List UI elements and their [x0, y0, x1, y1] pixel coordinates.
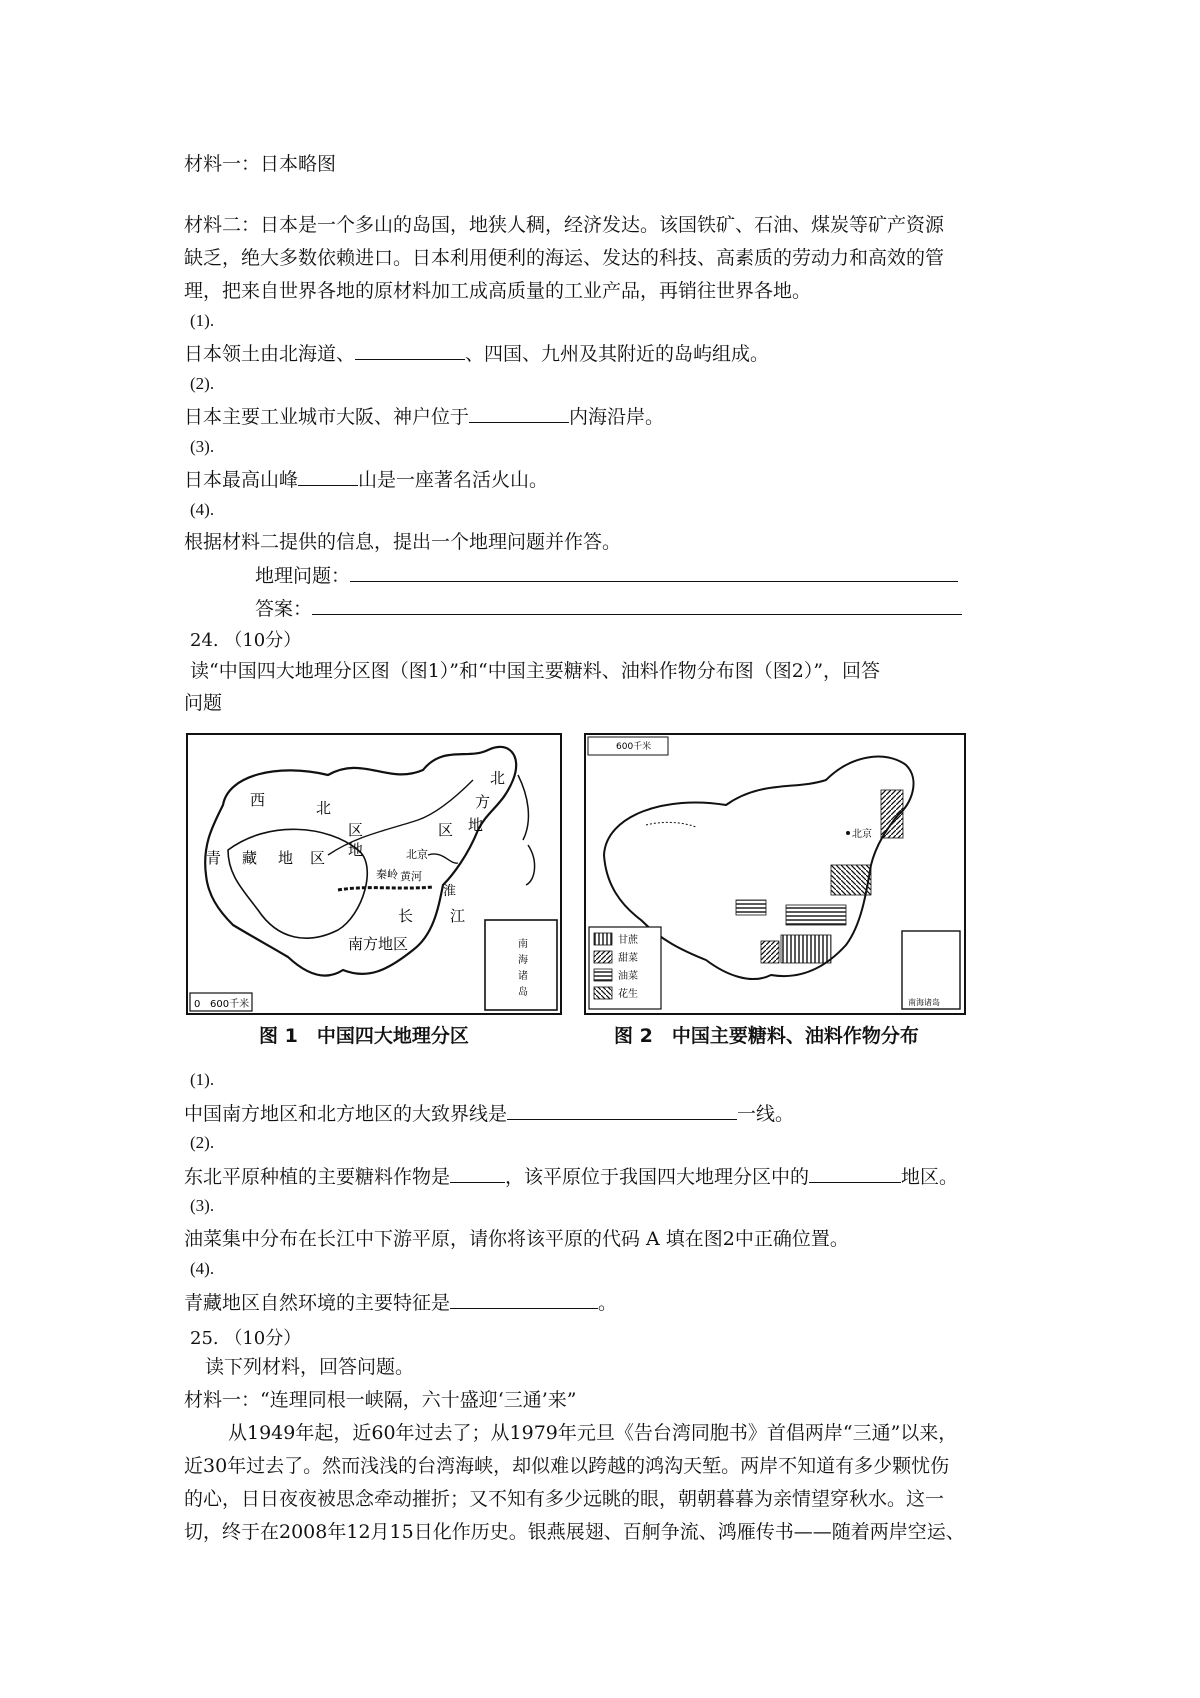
q23-statement-4: 根据材料二提供的信息，提出一个地理问题并作答。 — [184, 531, 622, 553]
geo-answer-label: 答案： — [255, 598, 313, 620]
rapeseed-area-yangtze — [786, 905, 846, 925]
geo-question-blank[interactable] — [350, 563, 958, 582]
material-2-line-2: 缺乏，绝大多数依赖进口。日本利用便利的海运、发达的科技、高素质的劳动力和高效的管 — [184, 247, 945, 269]
q24-blank-2b[interactable] — [809, 1164, 901, 1183]
q23-blank-1[interactable] — [355, 341, 465, 360]
fig1-label-3: 北 — [490, 769, 506, 787]
fig1-label-11: 区 — [310, 849, 326, 867]
geo-answer-blank[interactable] — [312, 596, 962, 615]
q23-statement-1 — [184, 341, 769, 366]
q25-paragraph-line-1: 从1949年起，近60年过去了；从1979年元旦《告台湾同胞书》首倡两岸“三通”以来， — [228, 1422, 958, 1444]
q24-s1-before: 中国南方地区和北方地区的大致界线是 — [184, 1103, 508, 1125]
fig1-label-7: 地 — [348, 841, 364, 859]
fig1-label-chang: 长 — [398, 907, 414, 925]
legend-label-sugarbeet: 甜菜 — [618, 953, 638, 964]
q23-s1-after: 、四国、九州及其附近的岛屿组成。 — [465, 343, 770, 365]
qinling-huaihe-line — [338, 887, 433, 890]
q25-paragraph-line-3: 的心，日日夜夜被思念牵动摧折；又不知有多少远眺的眼，朝朝暮暮为亲情望穿秋水。这一 — [184, 1488, 945, 1510]
figure-1-svg — [188, 735, 560, 1013]
q23-number-1: (1). — [190, 311, 215, 330]
fig1-label-5: 地 — [468, 816, 484, 834]
figure-2-map — [584, 733, 966, 1015]
q23-s3-before: 日本最高山峰 — [184, 469, 299, 491]
q24-s4-after: 。 — [598, 1292, 618, 1314]
q25-paragraph-line-2: 近30年过去了。然而浅浅的台湾海峡，却似难以跨越的鸿沟天堑。两岸不知道有多少颗忧伤 — [184, 1455, 950, 1477]
q24-number-1: (1). — [190, 1070, 215, 1089]
q23-statement-2 — [184, 404, 664, 429]
q24-statement-4 — [184, 1290, 617, 1315]
fig1-inset-char-3: 诸 — [518, 971, 528, 982]
fig2-scale-text: 600千米 — [616, 742, 652, 752]
fig1-label-jiang: 江 — [450, 907, 466, 925]
q24-header: 24. （10分） — [190, 630, 302, 651]
q25-material-1-title: 材料一：“连理同根一峡隔，六十盛迎‘三通’来” — [184, 1389, 577, 1411]
q24-blank-2a[interactable] — [450, 1164, 505, 1183]
fig1-label-4: 方 — [475, 793, 491, 811]
q23-s1-before: 日本领土由北海道、 — [184, 343, 356, 365]
sugarcane-area-south — [781, 935, 831, 963]
q24-intro-line-2: 问题 — [184, 692, 223, 714]
fig1-scale-zero: 0 — [194, 999, 201, 1010]
material-2-line-3: 理，把来自世界各地的原材料加工成高质量的工业产品，再销往世界各地。 — [184, 280, 812, 302]
fig2-inset-label: 南海诸岛 — [908, 998, 940, 1007]
fig1-label-beijing: 北京 — [406, 848, 428, 861]
material-1-heading: 材料一：日本略图 — [184, 153, 337, 175]
legend-label-peanut: 花生 — [618, 989, 638, 1000]
q23-s2-before: 日本主要工业城市大阪、神户位于 — [184, 406, 470, 428]
q23-blank-3[interactable] — [298, 467, 358, 486]
q24-number-2: (2). — [190, 1133, 215, 1152]
geo-question-label: 地理问题： — [255, 565, 351, 587]
fig1-label-8: 青 — [206, 849, 222, 867]
fig1-scale-text: 600千米 — [210, 999, 250, 1010]
q23-number-3: (3). — [190, 437, 215, 456]
q24-intro-line-1: 读“中国四大地理分区图（图1）”和“中国主要糖料、油料作物分布图（图2）”，回答 — [190, 660, 881, 682]
q24-statement-2 — [184, 1164, 958, 1189]
legend-label-rapeseed: 油菜 — [618, 971, 638, 982]
maps-figure — [184, 733, 964, 1053]
q23-blank-2[interactable] — [469, 404, 569, 423]
japan-coast — [518, 775, 535, 885]
sugarcane-area-guangxi — [761, 941, 779, 963]
fig1-inset-char-2: 海 — [518, 955, 528, 966]
q23-s2-after: 内海沿岸。 — [569, 406, 665, 428]
q24-blank-4[interactable] — [450, 1290, 598, 1309]
material-2-line-1: 材料二：日本是一个多山的岛国，地狭人稠，经济发达。该国铁矿、石油、煤炭等矿产资源 — [184, 214, 945, 236]
fig1-label-huai: 淮 — [443, 884, 457, 899]
sugar-beet-area-northeast — [881, 790, 903, 838]
geo-question-row — [255, 563, 958, 588]
tarim-basin-outline — [646, 822, 696, 827]
q24-s2-before: 东北平原种植的主要糖料作物是 — [184, 1166, 451, 1188]
q24-s1-after: 一线。 — [737, 1103, 795, 1125]
legend-swatch-rapeseed — [594, 969, 612, 981]
beijing-marker — [846, 831, 850, 835]
figure-2-caption: 图 2 中国主要糖料、油料作物分布 — [614, 1025, 919, 1047]
legend-swatch-sugarbeet — [594, 951, 612, 963]
rapeseed-area-sichuan — [736, 900, 766, 915]
fig2-city-beijing: 北京 — [852, 829, 872, 840]
geo-answer-row — [255, 596, 962, 621]
q23-number-2: (2). — [190, 374, 215, 393]
q24-statement-3: 油菜集中分布在长江中下游平原，请你将该平原的代码 A 填在图2中正确位置。 — [184, 1228, 849, 1250]
fig1-label-qinling: 秦岭 — [376, 868, 398, 881]
fig1-label-2: 区 — [438, 821, 454, 839]
q24-s2-after: 地区。 — [901, 1166, 959, 1188]
fig1-label-south-region: 南方地区 — [348, 935, 409, 953]
q25-header: 25. （10分） — [190, 1328, 302, 1349]
q23-statement-3 — [184, 467, 548, 492]
peanut-area-north-china — [831, 865, 871, 895]
figure-2-svg — [586, 735, 964, 1013]
figure-1-map — [186, 733, 562, 1015]
fig1-label-huanghe: 黄河 — [400, 870, 422, 883]
fig1-inset-char-1: 南 — [518, 939, 528, 950]
q24-s2-middle: ，该平原位于我国四大地理分区中的 — [505, 1166, 810, 1188]
qinghai-tibet-boundary — [228, 829, 367, 938]
fig1-label-1: 北 — [316, 799, 332, 817]
fig1-inset-char-4: 岛 — [518, 987, 528, 998]
q24-number-4: (4). — [190, 1259, 215, 1278]
q25-paragraph-line-4: 切，终于在2008年12月15日化作历史。银燕展翅、百舸争流、鸿雁传书——随着两岸空运、 — [184, 1521, 965, 1543]
fig1-label-10: 地 — [278, 849, 294, 867]
fig1-label-0: 西 — [250, 791, 266, 809]
q25-intro: 读下列材料，回答问题。 — [205, 1356, 415, 1378]
q24-statement-1 — [184, 1101, 794, 1126]
yellow-river-line — [428, 854, 458, 863]
q24-number-3: (3). — [190, 1196, 215, 1215]
legend-label-sugarcane: 甘蔗 — [618, 935, 638, 946]
q23-number-4: (4). — [190, 500, 215, 519]
fig1-label-9: 藏 — [242, 849, 258, 867]
legend-swatch-peanut — [594, 987, 612, 999]
fig1-label-6: 区 — [348, 821, 364, 839]
legend-swatch-sugarcane — [594, 933, 612, 945]
q24-s4-before: 青藏地区自然环境的主要特征是 — [184, 1292, 451, 1314]
q23-s3-after: 山是一座著名活火山。 — [358, 469, 549, 491]
figure-1-caption: 图 1 中国四大地理分区 — [259, 1025, 469, 1047]
q24-blank-1[interactable] — [507, 1101, 737, 1120]
